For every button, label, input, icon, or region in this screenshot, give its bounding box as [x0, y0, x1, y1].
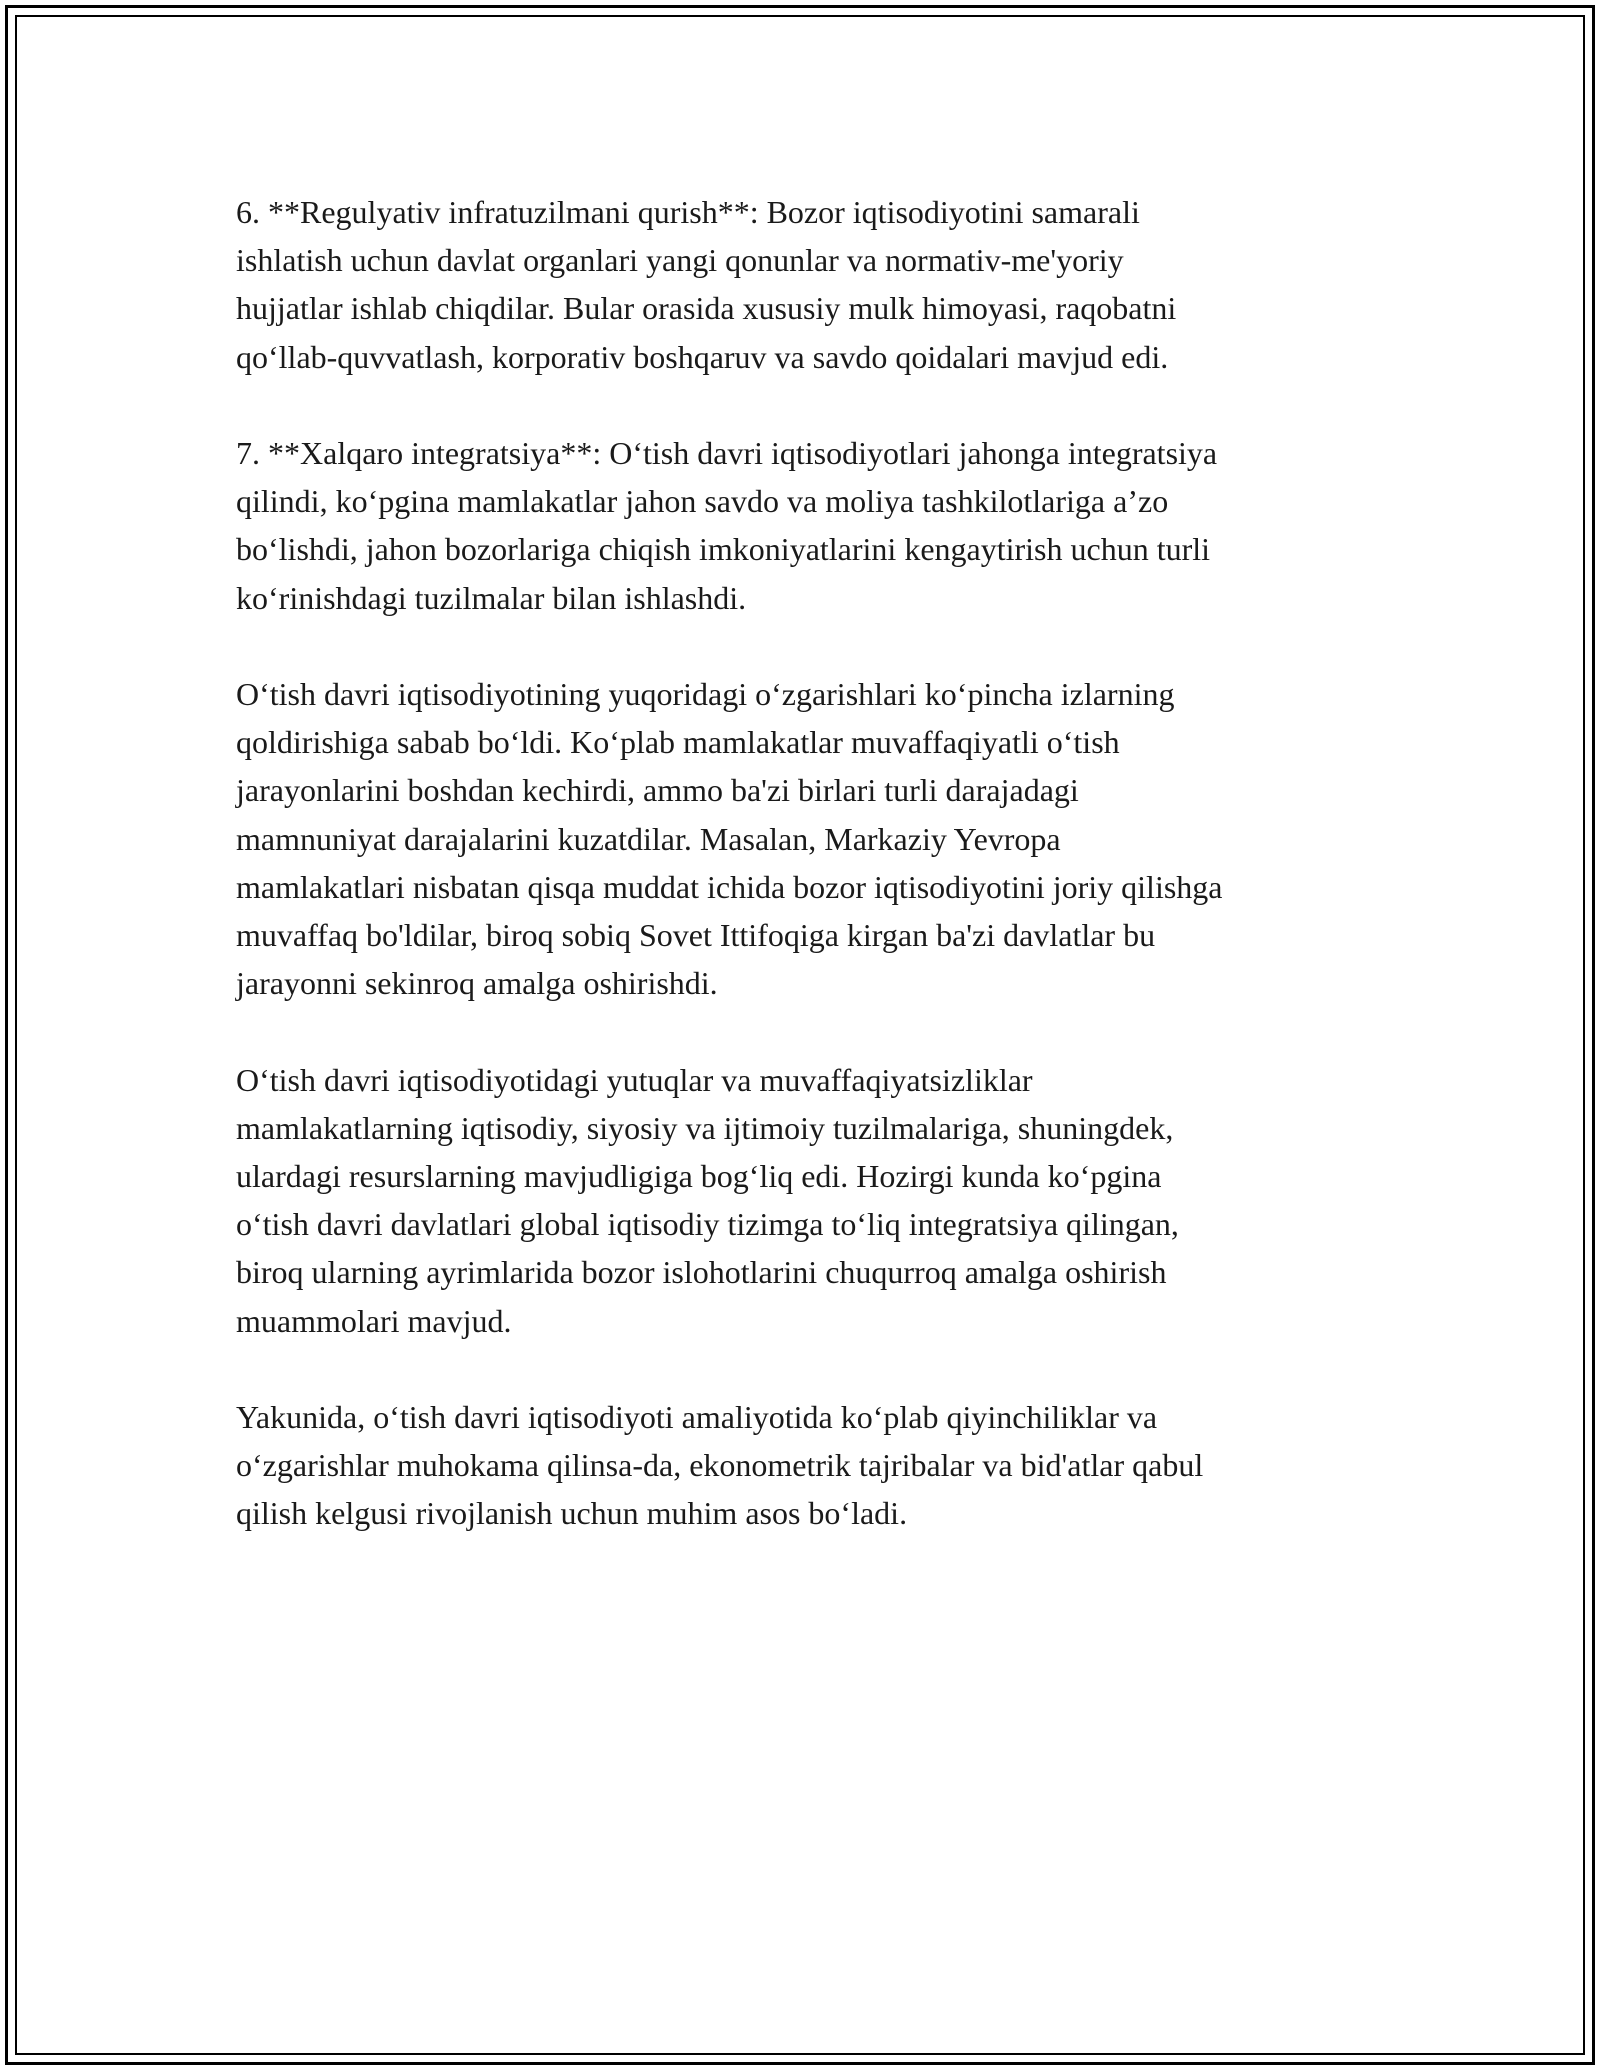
- paragraph-international-integration: 7. **Xalqaro integratsiya**: O‘tish davri iqtisodiyotlari jahonga integratsiya qilindi, ko‘pgina mamlakatlar jahon savdo va moliya tashkilotlariga a’zo bo‘lishdi, jahon bozorlariga chiqish imkoniyatlarini kengaytirish uchun turli ko‘rinishdagi tuzilmalar bilan ishlashdi.: [236, 435, 1218, 616]
- paragraph-regulatory-infrastructure: 6. **Regulyativ infratuzilmani qurish**: Bozor iqtisodiyotini samarali ishlatish uchun davlat organlari yangi qonunlar va normativ-me'yoriy hujjatlar ishlab chiqdilar. Bular orasida xususiy mulk himoyasi, raqobatni qo‘llab-quvvatlash, korporativ boshqaruv va savdo qoidalari mavjud edi.: [236, 194, 1177, 375]
- paragraph-successes-failures: O‘tish davri iqtisodiyotidagi yutuqlar va muvaffaqiyatsizliklar mamlakatlarning iqtisodiy, siyosiy va ijtimoiy tuzilmalariga, shuningdek, ulardagi resurslarning mavjudligiga bog‘liq edi. Hozirgi kunda ko‘pgina o‘tish davri davlatlari global iqtisodiy tizimga to‘liq integratsiya qilingan, biroq ularning ayrimlarida bozor islohotlarini chuqurroq amalga oshirish muammolari mavjud.: [236, 1061, 1179, 1339]
- document-body: [236, 188, 1386, 1586]
- paragraph-conclusion: Yakunida, o‘tish davri iqtisodiyoti amaliyotida ko‘plab qiyinchiliklar va o‘zgarishlar muhokama qilinsa-da, ekonometrik tajribalar va bid'atlar qabul qilish kelgusi rivojlanish uchun muhim asos bo‘ladi.: [236, 1399, 1204, 1532]
- paragraph-transition-outcomes: O‘tish davri iqtisodiyotining yuqoridagi o‘zgarishlari ko‘pincha izlarning qoldirishiga sabab bo‘ldi. Ko‘plab mamlakatlar muvaffaqiyatli o‘tish jarayonlarini boshdan kechirdi, ammo ba'zi birlari turli darajadagi mamnuniyat darajalarini kuzatdilar. Masalan, Markaziy Yevropa mamlakatlari nisbatan qisqa muddat ichida bozor iqtisodiyotini joriy qilishga muvaffaq bo'ldilar, biroq sobiq Sovet Ittifoqiga kirgan ba'zi davlatlar bu jarayonni sekinroq amalga oshirishdi.: [236, 676, 1223, 1002]
